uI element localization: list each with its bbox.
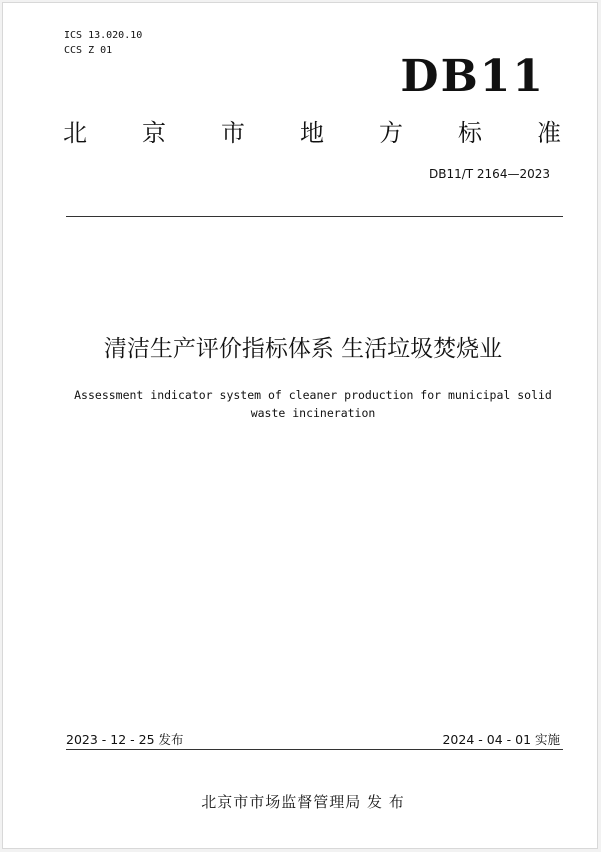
standard-type-char: 北 (63, 119, 87, 147)
implement-date: 2024 - 04 - 01 实施 (442, 732, 560, 747)
db-code: DB11 (400, 51, 545, 102)
issuing-authority: 北京市市场监督管理局 发 布 (201, 793, 405, 811)
bottom-divider (66, 749, 563, 750)
title-english (43, 386, 583, 422)
standard-type-char: 方 (379, 119, 403, 147)
standard-type-char: 市 (221, 119, 245, 147)
standard-type (63, 117, 561, 149)
title-chinese: 清洁生产评价指标体系 生活垃圾焚烧业 (103, 336, 503, 362)
standard-type-char: 地 (300, 119, 324, 147)
title-english-line-2: waste incineration (250, 406, 376, 420)
publish-date: 2023 - 12 - 25 发布 (66, 732, 184, 747)
title-english-line-1: Assessment indicator system of cleaner production for municipal solid (74, 388, 552, 402)
classification-codes (64, 28, 142, 58)
standard-type-char: 京 (142, 119, 166, 147)
ics-code: ICS 13.020.10 (64, 30, 143, 41)
document-page (2, 2, 598, 849)
standard-type-char: 标 (458, 119, 482, 147)
top-divider (66, 216, 563, 217)
standard-type-char: 准 (537, 119, 561, 147)
ccs-code: CCS Z 01 (64, 45, 113, 56)
standard-number: DB11/T 2164—2023 (428, 167, 550, 181)
